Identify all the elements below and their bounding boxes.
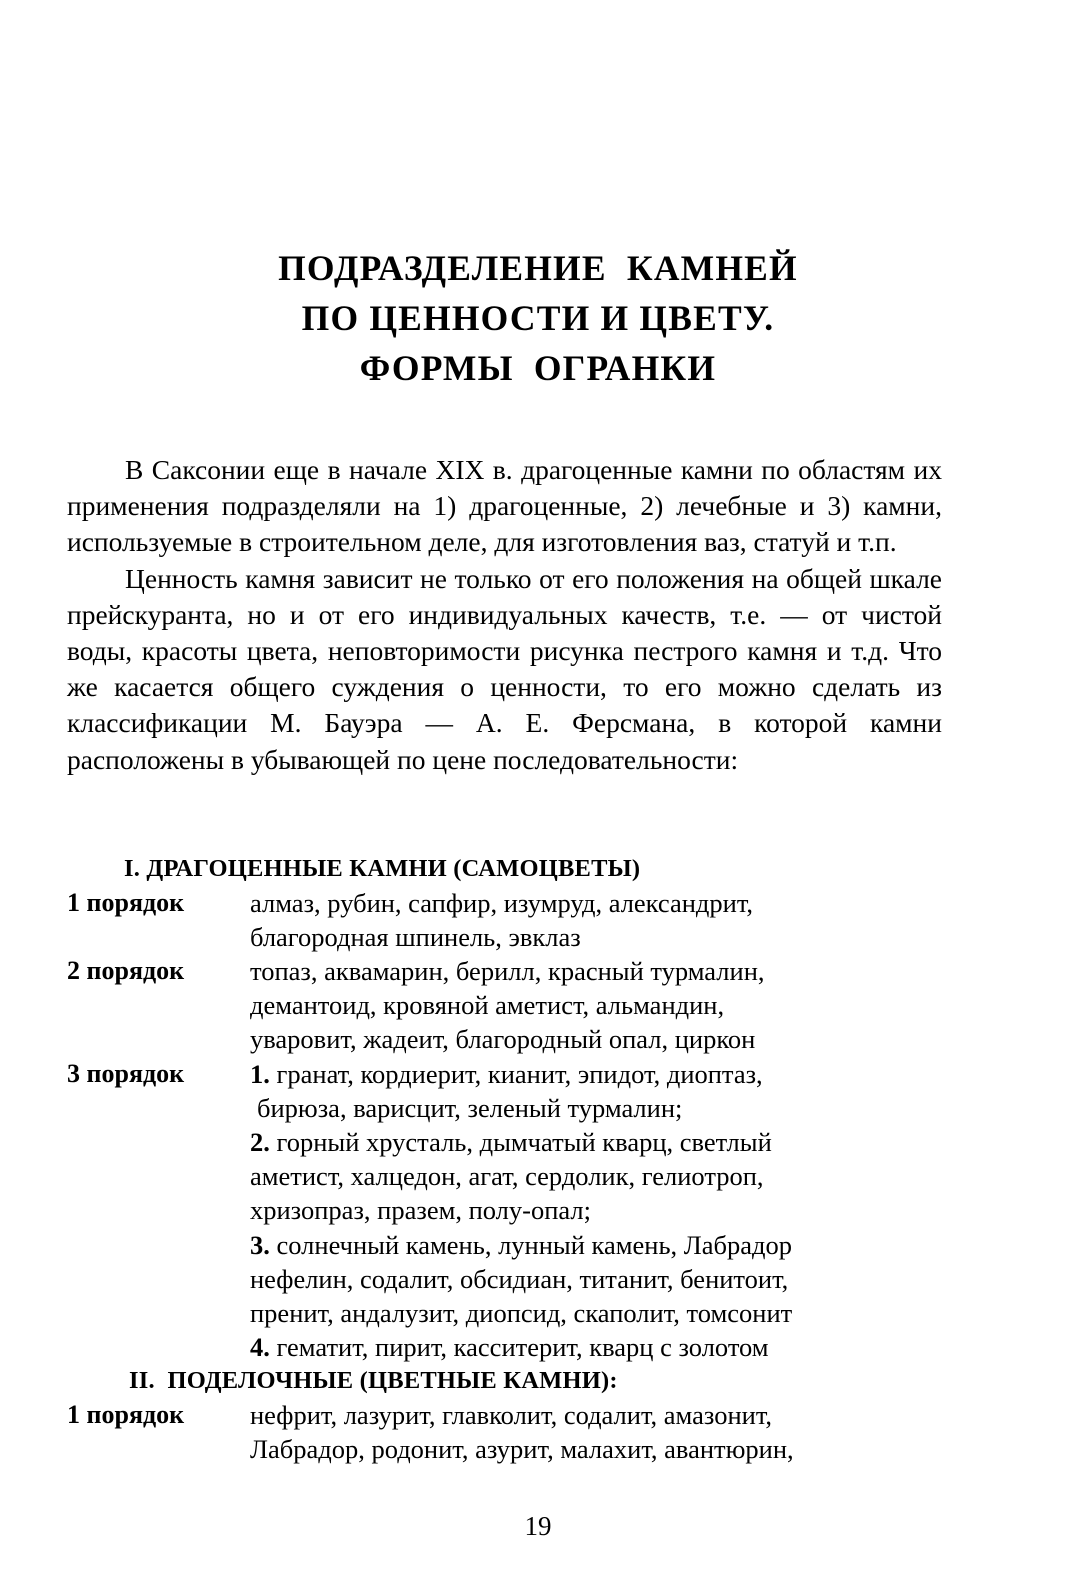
page-title-line-2: ПО ЦЕННОСТИ И ЦВЕТУ. — [301, 298, 775, 338]
order-label: 1 порядок — [67, 887, 185, 917]
order-row — [67, 954, 947, 1057]
list-line: нефрит, лазурит, главколит, содалит, амазонит, — [250, 1399, 773, 1430]
page-number: 19 — [524, 1511, 552, 1541]
list-line: уваровит, жадеит, благородный опал, циркон — [250, 1024, 756, 1055]
order-label: 3 порядок — [67, 1058, 185, 1088]
page-title — [0, 243, 1076, 393]
list-line: пренит, андалузит, диопсид, скаполит, томсонит — [250, 1297, 793, 1328]
sub-item-text: солнечный камень, лунный камень, Лабрадор — [269, 1229, 793, 1260]
list-line — [250, 1125, 947, 1159]
list-line — [250, 1228, 947, 1262]
order-row — [67, 1057, 947, 1365]
list-line: нефелин, содалит, обсидиан, титанит, бенитоит, — [250, 1263, 789, 1294]
order-body — [250, 954, 947, 1057]
order-label: 1 порядок — [67, 1399, 185, 1429]
order-row — [67, 1398, 947, 1466]
section-heading-ornamental: II. ПОДЕЛОЧНЫЕ (ЦВЕТНЫЕ КАМНИ): — [129, 1367, 618, 1395]
list-line: хризопраз, празем, полу-опал; — [250, 1195, 591, 1226]
list-line: алмаз, рубин, сапфир, изумруд, александрит, — [250, 887, 754, 918]
list-line: демантоид, кровяной аметист, альмандин, — [250, 990, 725, 1021]
sub-item-text: гранат, кордиерит, кианит, эпидот, диоптаз, — [269, 1058, 763, 1089]
order-body — [250, 1398, 947, 1466]
order-body — [250, 1057, 947, 1365]
list-line: Лабрадор, родонит, азурит, малахит, авантюрин, — [250, 1434, 794, 1465]
list-line: бирюза, варисцит, зеленый турмалин; — [257, 1092, 683, 1123]
sub-item-text: горный хрусталь, дымчатый кварц, светлый — [269, 1126, 772, 1157]
page-title-line-3: ФОРМЫ ОГРАНКИ — [359, 348, 717, 388]
body-text — [67, 452, 942, 778]
list-line — [250, 1330, 947, 1364]
sub-item-number: 4. — [250, 1332, 270, 1363]
order-label: 2 порядок — [67, 955, 185, 985]
paragraph-1: В Саксонии еще в начале XIX в. драгоценные камни по областям их применения подразделяли на 1) драгоценные, 2) лечебные и 3) камни, используемые в строительном деле, для изготовления ваз, статуй и т.п. — [67, 454, 942, 558]
section-heading-precious: I. ДРАГОЦЕННЫЕ КАМНИ (САМОЦВЕТЫ) — [124, 855, 641, 882]
classification-list — [67, 852, 947, 1466]
order-body — [250, 886, 947, 954]
page-title-line-1: ПОДРАЗДЕЛЕНИЕ КАМНЕЙ — [278, 248, 798, 288]
list-line: топаз, аквамарин, берилл, красный турмалин, — [250, 955, 765, 986]
sub-item-number: 1. — [250, 1058, 270, 1089]
list-line: благородная шпинель, эвклаз — [250, 921, 581, 952]
sub-item-number: 3. — [250, 1229, 270, 1260]
order-row — [67, 886, 947, 954]
sub-item-number: 2. — [250, 1126, 270, 1157]
list-line: аметист, халцедон, агат, сердолик, гелиотроп, — [250, 1161, 764, 1192]
list-line — [250, 1057, 947, 1091]
paragraph-2: Ценность камня зависит не только от его положения на общей шкале прейскуранта, но и от его индивидуальных качеств, т.е. — от чистой воды, красоты цвета, неповторимости рисунка пестрого камня и т.д. Что же касается общего суждения о ценности, то его можно сделать из классификации М. Бауэра — А. Е. Ферсмана, в которой камни расположены в убывающей по цене последовательности: — [67, 562, 942, 775]
sub-item-text: гематит, пирит, касситерит, кварц с золотом — [269, 1332, 769, 1363]
